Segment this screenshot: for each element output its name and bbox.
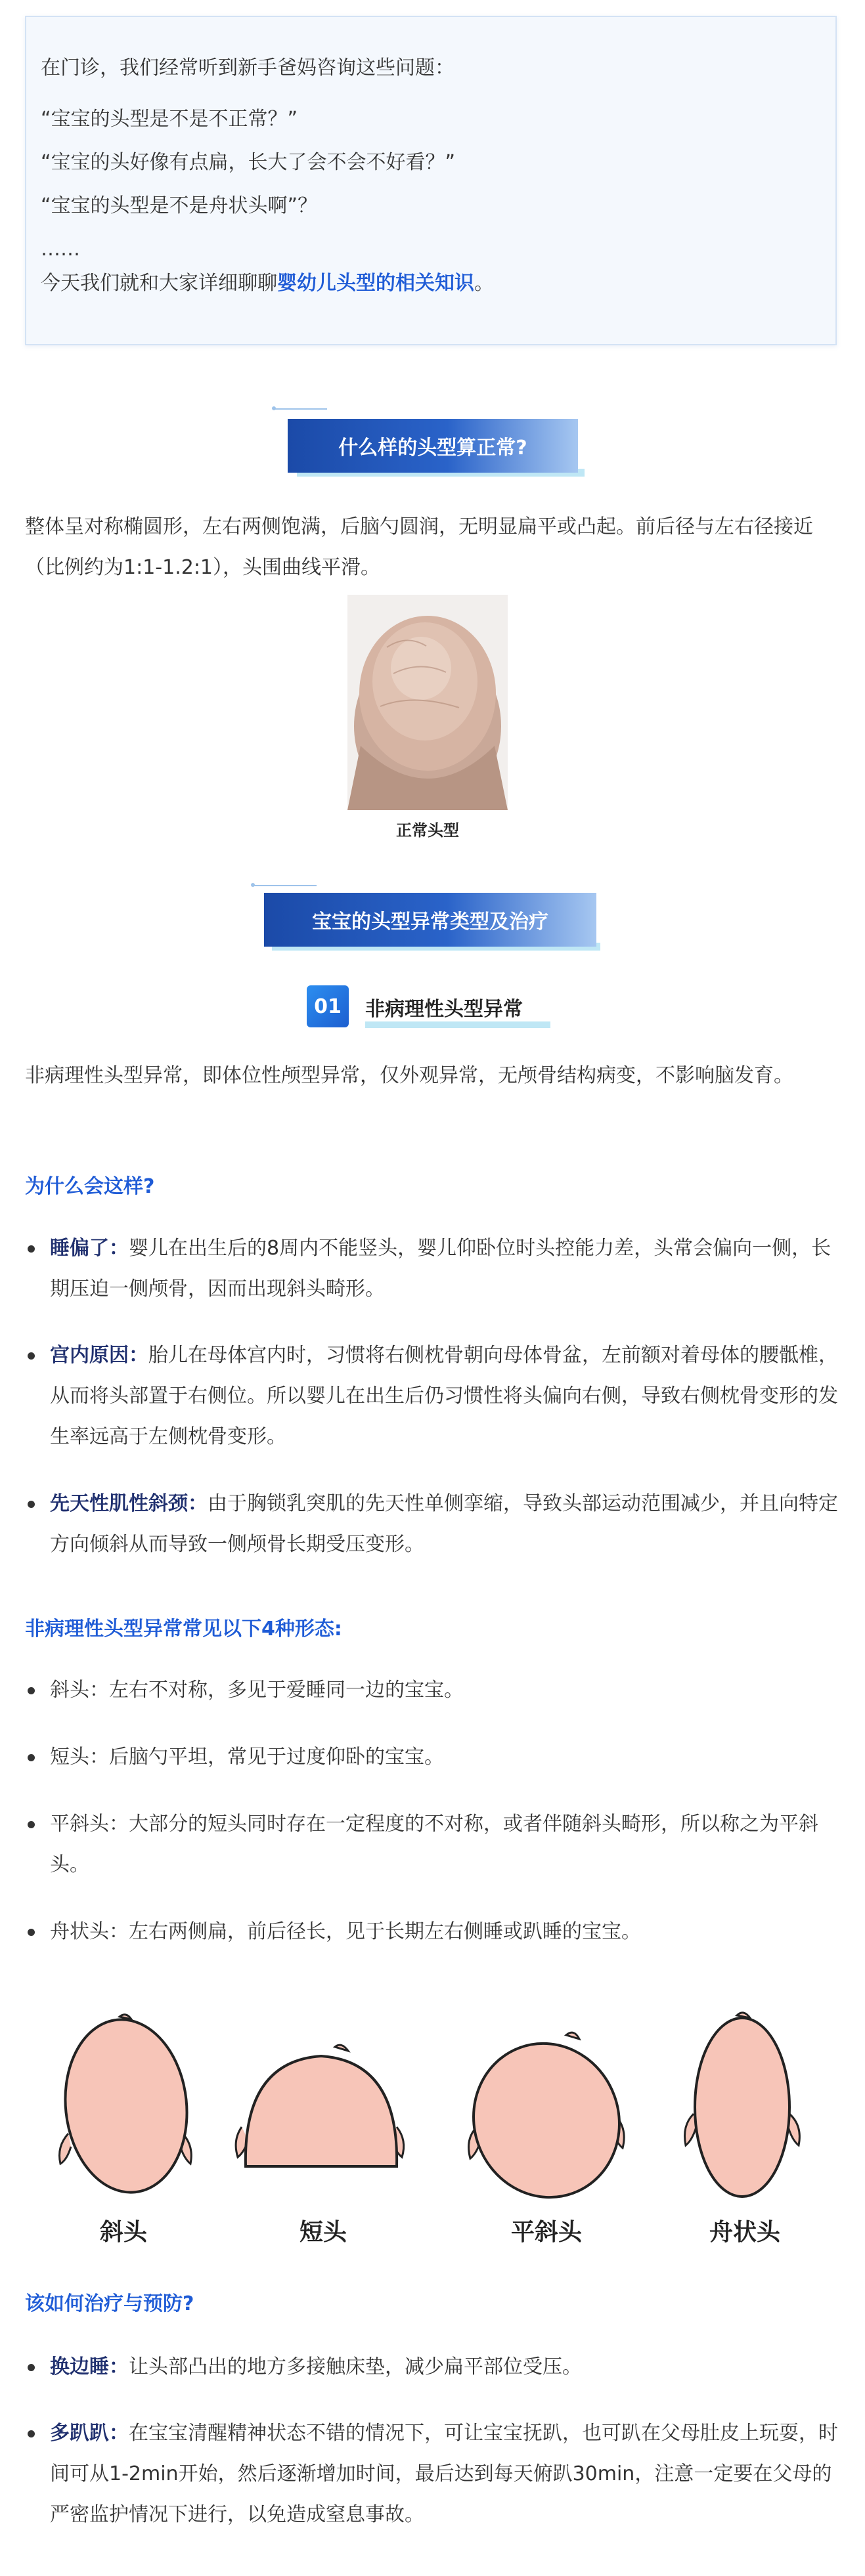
- forms-heading: 非病理性头型异常常见以下4种形态:: [25, 1618, 342, 1641]
- banner-decor-line: [254, 885, 317, 886]
- cause-item: 睡偏了：婴儿在出生后的8周内不能竖头，婴儿仰卧位时头控能力差，头常会偏向一侧，长期压迫一侧颅骨，因而出现斜头畸形。: [25, 1228, 839, 1310]
- subtitle-underline: [365, 1021, 550, 1028]
- normal-description: 整体呈对称椭圆形，左右两侧饱满，后脑勺圆润，无明显扁平或凸起。前后径与左右径接近（比例约为1:1-1.2:1），头围曲线平滑。: [25, 515, 813, 579]
- intro-ellipsis: ……: [41, 238, 80, 261]
- section-title: 什么样的头型算正常?: [338, 437, 527, 460]
- head-label-brachy: 短头: [299, 2218, 347, 2246]
- intro-question: “宝宝的头型是不是舟状头啊”？: [41, 194, 318, 217]
- number-badge: 01: [307, 985, 349, 1027]
- banner-decor-line: [275, 408, 327, 410]
- head-label-plagio-brachy: 平斜头: [510, 2218, 582, 2246]
- banner-decor-dot: [272, 406, 276, 410]
- form-item: 斜头：左右不对称，多见于爱睡同一边的宝宝。: [25, 1670, 839, 1711]
- head-shape-brachy-figure: [233, 2042, 410, 2199]
- photo-caption: 正常头型: [396, 821, 459, 840]
- section-banner-normal: [288, 419, 578, 473]
- head-shape-plagio-brachy-figure: [461, 2029, 632, 2206]
- cause-item: 宫内原因：胎儿在母体宫内时，习惯将右侧枕骨朝向母体骨盆，左前额对着母体的腰骶椎，从而将头部置于右侧位。所以婴儿在出生后仍习惯性将头偏向右侧，导致右侧枕骨变形的发生率远高于左侧枕骨变形。: [25, 1335, 839, 1457]
- head-label-oblique: 斜头: [99, 2218, 147, 2246]
- intro-line: 在门诊，我们经常听到新手爸妈咨询这些问题：: [41, 56, 455, 79]
- nonpathological-description: 非病理性头型异常，即体位性颅型异常，仅外观异常，无颅骨结构病变，不影响脑发育。: [25, 1064, 793, 1087]
- section-title: 宝宝的头型异常类型及治疗: [312, 911, 548, 934]
- normal-head-photo: [347, 595, 508, 810]
- form-item: 短头：后脑勺平坦，常见于过度仰卧的宝宝。: [25, 1737, 839, 1778]
- why-heading: 为什么会这样?: [25, 1175, 155, 1198]
- section-banner-abnormal: [264, 893, 596, 947]
- intro-question: “宝宝的头型是不是不正常？”: [41, 108, 298, 131]
- treatment-item: 多趴趴：在宝宝清醒精神状态不错的情况下，可让宝宝抚趴，也可趴在父母肚皮上玩耍，时间可从1-2min开始，然后逐渐增加时间，最后达到每天俯趴30min，注意一定要在父母的严密监护情况下进行，以免造成窒息事故。: [25, 2413, 839, 2535]
- subtitle: 非病理性头型异常: [365, 998, 523, 1021]
- intro-question: “宝宝的头好像有点扁，长大了会不会不好看？”: [41, 151, 456, 174]
- cause-item: 先天性肌性斜颈：由于胸锁乳突肌的先天性单侧挛缩，导致头部运动范围减少，并且向特定方向倾斜从而导致一侧颅骨长期受压变形。: [25, 1484, 839, 1565]
- intro-highlight: 婴幼儿头型的相关知识: [277, 272, 474, 295]
- banner-decor-dot: [251, 883, 255, 887]
- head-label-scapho: 舟状头: [709, 2218, 780, 2246]
- treatment-heading: 该如何治疗与预防?: [25, 2292, 194, 2315]
- intro-closing: 今天我们就和大家详细聊聊婴幼儿头型的相关知识。: [41, 272, 494, 295]
- form-item: 平斜头：大部分的短头同时存在一定程度的不对称，或者伴随斜头畸形，所以称之为平斜头。: [25, 1804, 839, 1885]
- intro-box: [25, 16, 837, 345]
- head-shape-scapho-figure: [676, 2009, 808, 2206]
- head-shape-oblique-figure: [55, 2009, 200, 2206]
- form-item: 舟状头：左右两侧扁，前后径长，见于长期左右侧睡或趴睡的宝宝。: [25, 1912, 839, 1952]
- treatment-item: 换边睡：让头部凸出的地方多接触床垫，减少扁平部位受压。: [25, 2347, 839, 2388]
